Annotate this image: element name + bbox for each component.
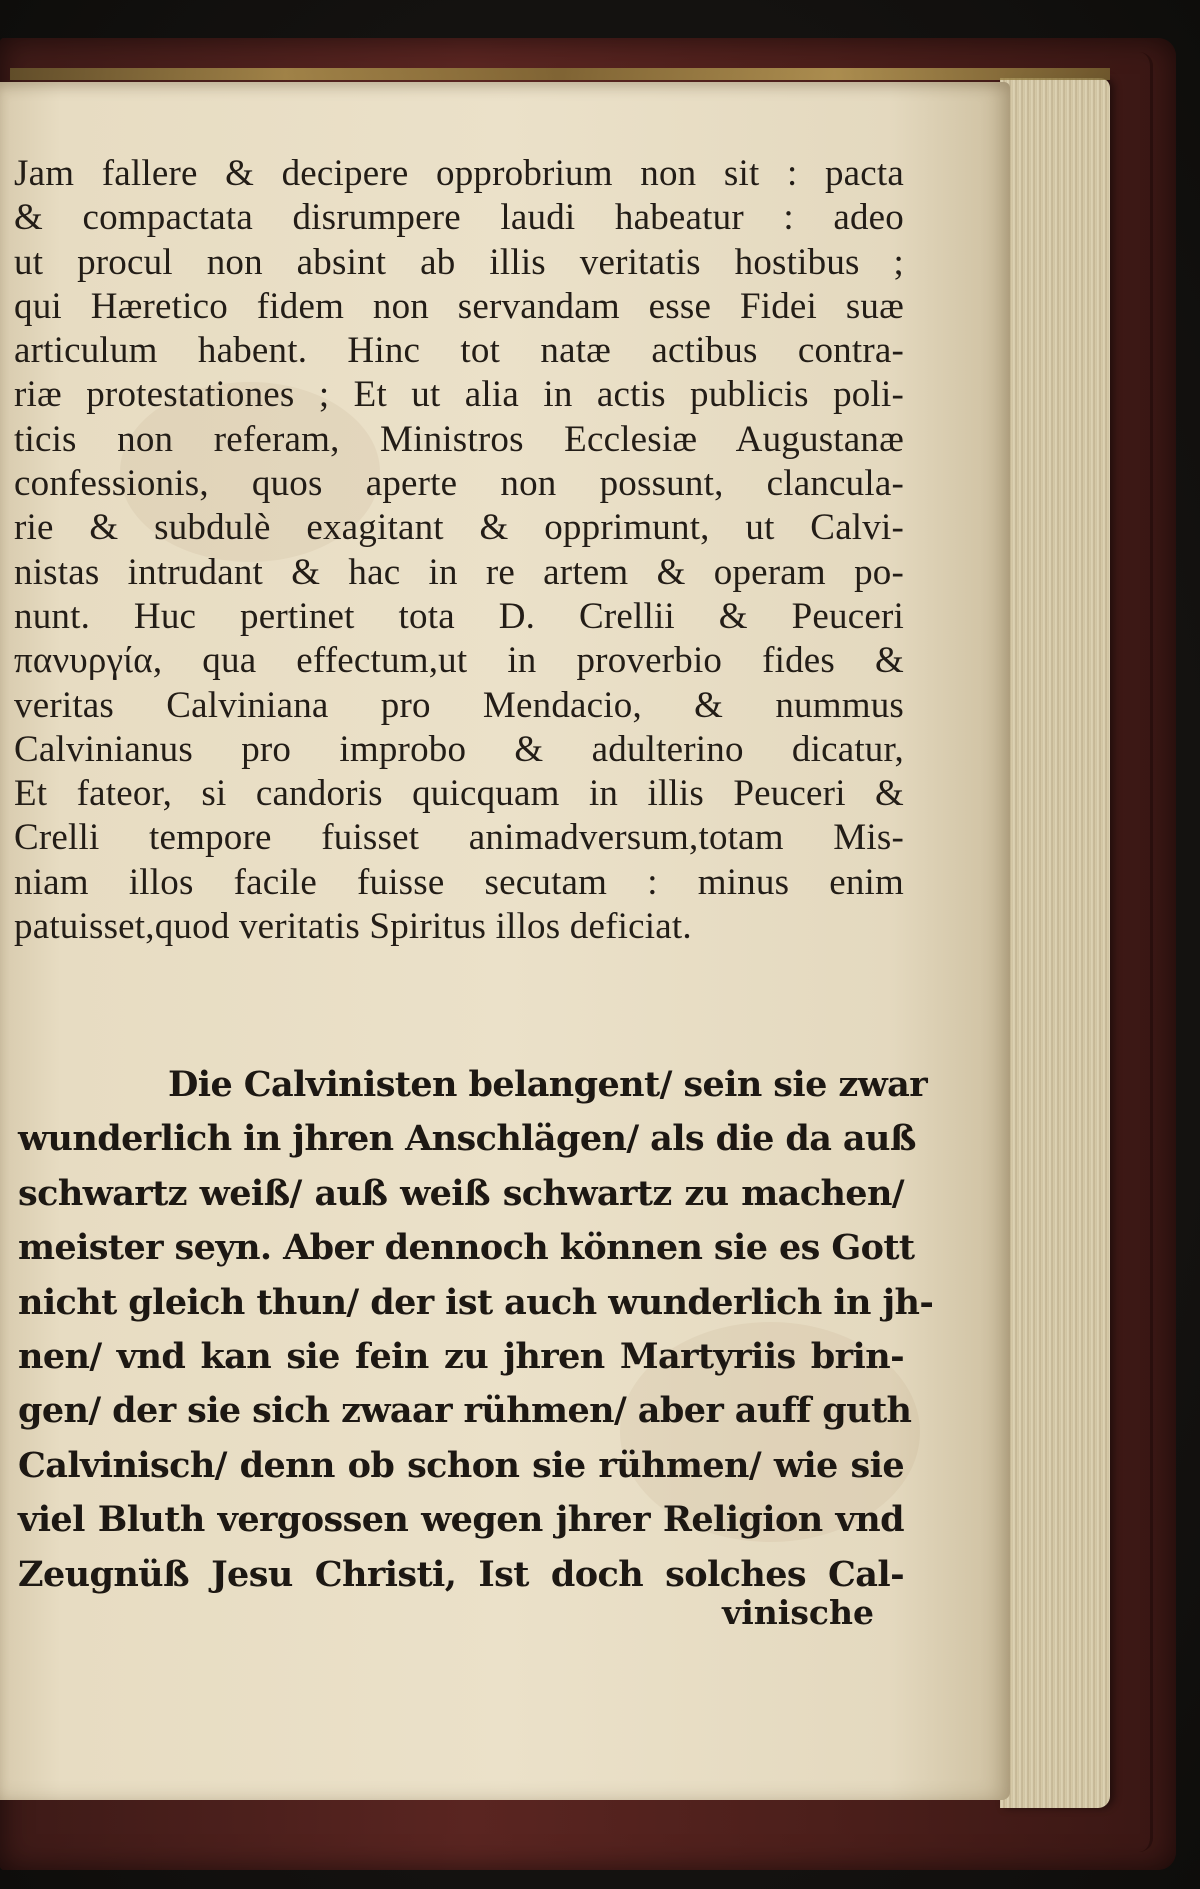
- text-line: meister seyn. Aber dennoch können sie es Gott: [18, 1227, 915, 1269]
- text-line: qui Hæretico fidem non servandam esse Fidei suæ: [14, 285, 904, 327]
- text-line: ut procul non absint ab illis veritatis hostibus ;: [14, 241, 904, 283]
- text-line: Calvinianus pro improbo & adulterino dicatur,: [14, 728, 904, 770]
- text-line: riæ protestationes ; Et ut alia in actis publicis poli-: [14, 374, 904, 416]
- text-line: Jam fallere & decipere opprobrium non sit : pacta: [14, 153, 904, 194]
- text-line: nen/ vnd kan sie fein zu jhren Martyriis brin-: [18, 1335, 904, 1377]
- text-line: viel Bluth vergossen wegen jhrer Religion vnd: [18, 1499, 904, 1541]
- text-line: Die Calvinisten belangent/ sein sie zwar: [168, 1064, 928, 1105]
- text-line: Et fateor, si candoris quicquam in illis Peuceri &: [14, 773, 904, 815]
- text-line: Zeugnüß Jesu Christi, Ist doch solches Cal-: [18, 1553, 904, 1595]
- text-line: schwartz weiß/ auß weiß schwartz zu machen/: [18, 1172, 904, 1214]
- text-line: veritas Calviniana pro Mendacio, & nummus: [14, 684, 904, 726]
- text-line: wunderlich in jhren Anschlägen/ als die da auß: [18, 1118, 916, 1160]
- text-line: nistas intrudant & hac in re artem & operam po-: [14, 551, 904, 593]
- german-paragraph: [18, 1058, 934, 1602]
- text-line: confessionis, quos aperte non possunt, clancula-: [14, 463, 904, 505]
- gilt-top-edge: [10, 68, 1110, 80]
- text-line: articulum habent. Hinc tot natæ actibus contra-: [14, 330, 904, 372]
- text-line: Crelli tempore fuisset animadversum,totam Mis-: [14, 817, 904, 859]
- text-line: rie & subdulè exagitant & opprimunt, ut Calvi-: [14, 507, 904, 549]
- catchword: vinische: [722, 1593, 874, 1632]
- text-line: πανυργία, qua effectum,ut in proverbio fides &: [14, 640, 904, 682]
- text-line: niam illos facile fuisse secutam : minus enim: [14, 861, 904, 903]
- text-line: nunt. Huc pertinet tota D. Crellii & Peuceri: [14, 595, 904, 637]
- text-line: Calvinisch/ denn ob schon sie rühmen/ wie sie: [18, 1444, 904, 1486]
- latin-paragraph: [14, 152, 904, 949]
- text-line: gen/ der sie sich zwaar rühmen/ aber auff guth: [18, 1390, 912, 1432]
- text-line: patuisset,quod veritatis Spiritus illos deficiat.: [14, 906, 692, 948]
- text-line: & compactata disrumpere laudi habeatur : adeo: [14, 197, 904, 239]
- page-fore-edge: [1000, 78, 1110, 1808]
- text-line: ticis non referam, Ministros Ecclesiæ Augustanæ: [14, 418, 904, 460]
- text-line: nicht gleich thun/ der ist auch wunderlich in jh-: [18, 1281, 934, 1323]
